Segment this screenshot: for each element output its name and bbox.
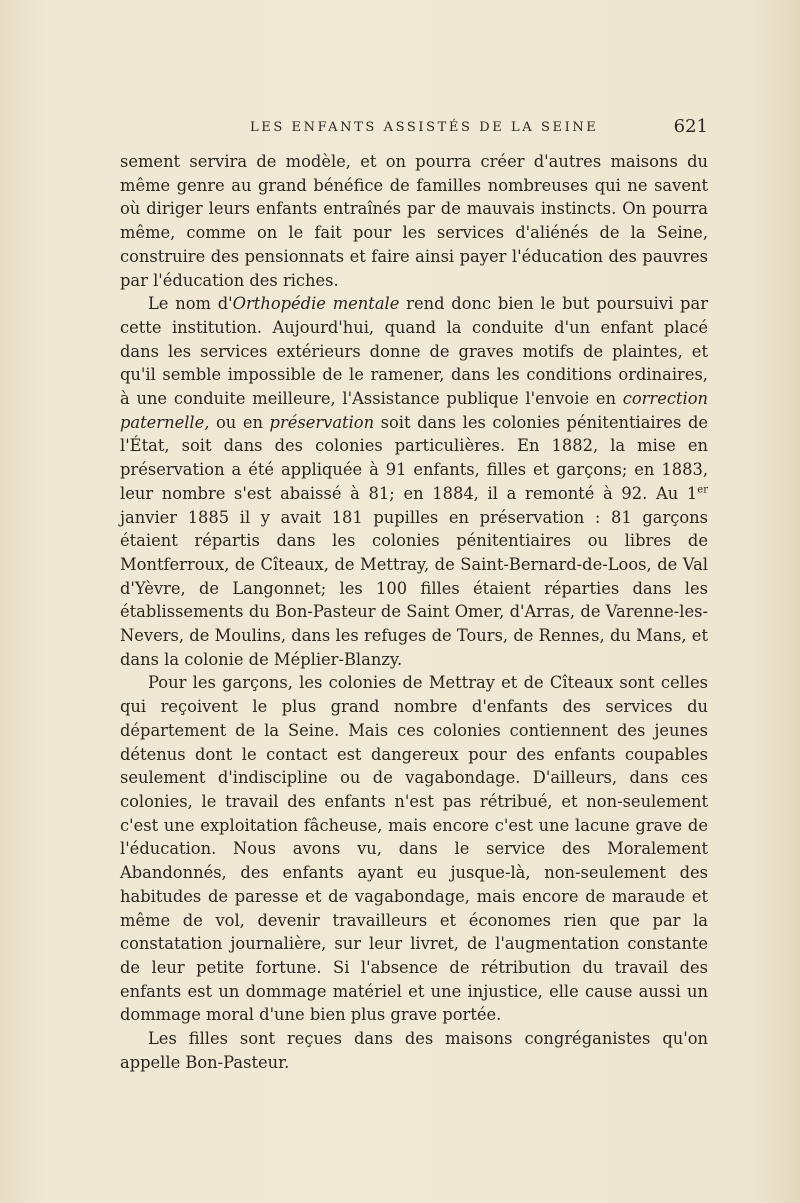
running-header [120, 116, 708, 140]
paragraph-4 [120, 1027, 708, 1074]
paragraph-2-text-a: Le nom d' [148, 294, 233, 314]
paragraph-1-text: sement servira de modèle, et on pourra créer d'autres maisons du même genre au grand bénéfice de familles nombreuses qui ne savent où diriger leurs enfants entraînés par de mauvais instincts. On pourra même, comme on le fait pour les services d'aliénés de la Seine, construire des pensionnats et faire ainsi payer l'éducation des pauvres par l'éducation des riches. [120, 152, 708, 290]
paragraph-1 [120, 150, 708, 292]
term-orthopedie-mentale: Orthopédie mentale [232, 294, 400, 314]
page-number: 621 [673, 116, 708, 137]
paragraph-2-text-b: rend donc bien le but poursuivi par cette institution. Aujourd'hui, quand la conduite d'un enfant placé dans les services extérieurs donne de graves motifs de plaintes, et qu'il semble impossible de le ramener, dans les conditions ordinaires, à une conduite meilleure, l'Assistance publique l'envoie en [120, 294, 708, 409]
paragraph-4-text: Les filles sont reçues dans des maisons congréganistes qu'on appelle Bon-Pasteur. [120, 1029, 708, 1072]
paragraph-2-text-d: soit dans les colonies pénitentiaires de l'État, soit dans des colonies particulières. En 1882, la mise en préservation a été appliquée à 91 enfants, filles et garçons; en 1883, leur nombre s'est abaissé à 81; en 1884, il a remonté à 92. Au 1 [120, 412, 708, 503]
term-preservation: préservation [269, 412, 375, 432]
running-title: LES ENFANTS ASSISTÉS DE LA SEINE [250, 120, 599, 135]
ordinal-superscript: er [697, 484, 708, 496]
body-text [120, 150, 708, 1074]
paragraph-3 [120, 671, 708, 1027]
paragraph-2-text-e: janvier 1885 il y avait 181 pupilles en préservation : 81 garçons étaient répartis dans les colonies pénitentiaires ou libres de Montferroux, de Cîteaux, de Mettray, de Saint-Bernard-de-Loos, de Val d'Yèvre, de Langonnet; les 100 filles étaient réparties dans les établissements du Bon-Pasteur de Saint Omer, d'Arras, de Varenne-les-Nevers, de Moulins, dans les refuges de Tours, de Rennes, du Mans, et dans la colonie de Méplier-Blanzy. [120, 507, 708, 669]
term-correction-paternelle: correction paternelle, [120, 389, 708, 432]
paragraph-2-text-c: ou en [209, 412, 270, 432]
paragraph-3-text: Pour les garçons, les colonies de Mettray et de Cîteaux sont celles qui reçoivent le plus grand nombre d'enfants des services du département de la Seine. Mais ces colonies contiennent des jeunes détenus dont le contact est dangereux pour des enfants coupables seulement d'indiscipline ou de vagabondage. D'ailleurs, dans ces colonies, le travail des enfants n'est pas rétribué, et non-seulement c'est une exploitation fâcheuse, mais encore c'est une lacune grave de l'éducation. Nous avons vu, dans le service des Moralement Abandonnés, des enfants ayant eu jusque-là, non-seulement des habitudes de paresse et de vagabondage, mais encore de maraude et même de vol, devenir travailleurs et économes rien que par la constatation journalière, sur leur livret, de l'augmentation constante de leur petite fortune. Si l'absence de rétribution du travail des enfants est un dommage matériel et une injustice, elle cause aussi un dommage moral d'une bien plus grave portée. [120, 673, 708, 1025]
paragraph-2 [120, 292, 708, 671]
